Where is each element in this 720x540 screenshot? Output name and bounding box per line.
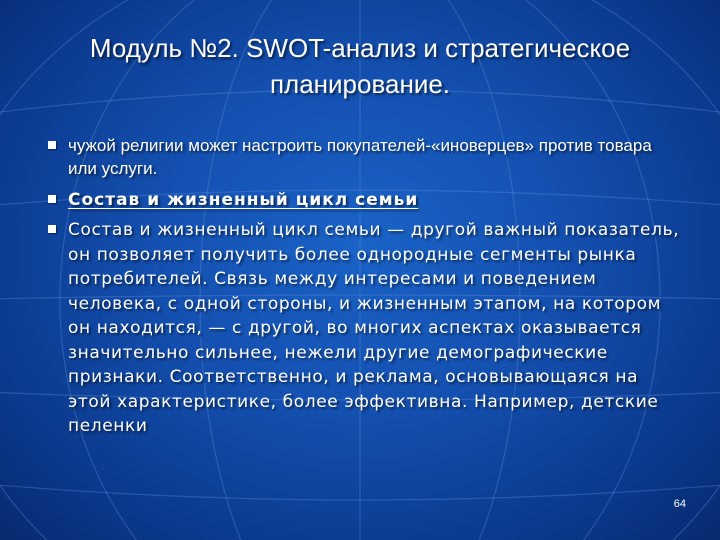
square-bullet-icon [48, 195, 56, 203]
bullet-text: чужой религии может настроить покупателей-«иноверцев» против товара или услуги. [68, 136, 652, 178]
bullet-item [48, 218, 684, 439]
bullet-item [48, 134, 684, 180]
section-heading-link[interactable]: Состав и жизненный цикл семьи [68, 190, 419, 210]
slide-number: 64 [673, 498, 686, 510]
square-bullet-icon [48, 225, 56, 233]
bullet-list [48, 134, 684, 439]
bullet-item [48, 188, 684, 212]
bullet-text: Состав и жизненный цикл семьи — другой важный показатель, он позволяет получить более однородные сегменты рынка потребителей. Связь между интересами и поведением человека, с одной стороны, и жизненным этапом, на котором он находится, — с другой, во многих аспектах оказывается значительно сильнее, нежели другие демографические признаки. Соответственно, и реклама, основывающаяся на этой характеристике, более эффективна. Например, детские пеленки [68, 220, 680, 436]
slide-title: Модуль №2. SWOT-анализ и стратегическое планирование. [89, 33, 631, 99]
square-bullet-icon [48, 141, 56, 149]
